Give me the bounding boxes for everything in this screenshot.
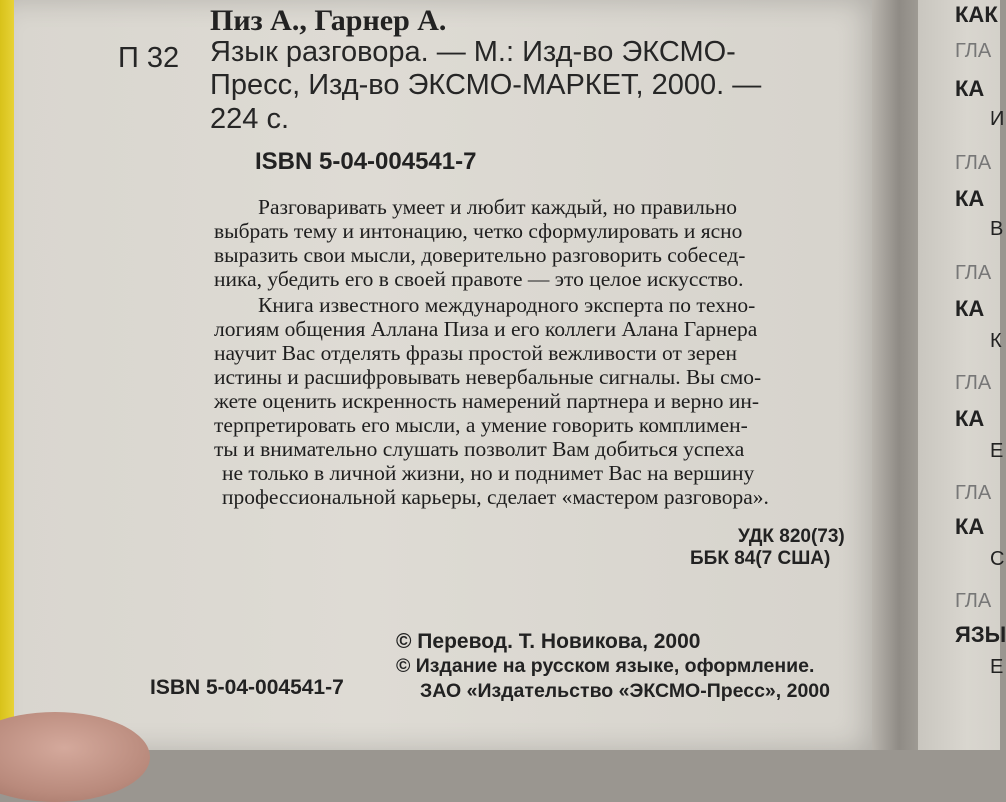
right-page-fragment: ЯЗЫ xyxy=(955,622,1006,647)
abstract-line: жете оценить искренность намерений партнера и верно ин- xyxy=(214,389,760,413)
right-page-fragment: И xyxy=(990,108,1005,130)
right-page-fragment: КА xyxy=(955,514,985,539)
right-page-fragment: С xyxy=(990,548,1005,570)
right-page-fragment: КА xyxy=(955,76,985,101)
abstract-line: выбрать тему и интонацию, четко сформулировать и ясно xyxy=(214,219,743,243)
abstract-line: выразить свои мысли, доверительно разговорить собесед- xyxy=(214,243,746,267)
right-page-fragment: ГЛА xyxy=(955,262,992,284)
abstract-line: Разговаривать умеет и любит каждый, но правильно xyxy=(258,195,737,219)
abstract-line: ника, убедить его в своей правоте — это целое искусство. xyxy=(214,267,744,291)
right-page-fragment: ГЛА xyxy=(955,40,992,62)
authors: Пиз А., Гарнер А. xyxy=(210,4,447,37)
abstract-line: логиям общения Аллана Пиза и его коллеги Алана Гарнера xyxy=(214,317,758,341)
bib-line: Пресс, Изд-во ЭКСМО-МАРКЕТ, 2000. — xyxy=(210,69,762,101)
right-page-fragment: КА xyxy=(955,296,985,321)
right-page-fragment: ГЛА xyxy=(955,372,992,394)
copyright-publisher: ЗАО «Издательство «ЭКСМО-Пресс», 2000 xyxy=(420,680,830,702)
right-page-fragment: КАК xyxy=(955,2,998,27)
library-code: П 32 xyxy=(118,42,180,74)
right-page-fragment: Е xyxy=(990,440,1004,462)
abstract-line: научит Вас отделять фразы простой вежливости от зерен xyxy=(214,341,738,365)
copyright-edition: © Издание на русском языке, оформление. xyxy=(396,655,815,677)
right-page-fragment: Е xyxy=(990,656,1004,678)
udk-code: УДК 820(73) xyxy=(738,526,845,547)
bbk-code: ББК 84(7 США) xyxy=(690,548,831,569)
abstract-line: не только в личной жизни, но и поднимет Вас на вершину xyxy=(222,461,755,485)
right-page-fragment: КА xyxy=(955,186,985,211)
right-page-fragment: ГЛА xyxy=(955,590,992,612)
copyright-translation: © Перевод. Т. Новикова, 2000 xyxy=(396,630,701,653)
right-page-fragment: В xyxy=(990,218,1004,240)
right-page-fragment: ГЛА xyxy=(955,482,992,504)
bib-line: 224 с. xyxy=(210,103,289,135)
isbn-bottom: ISBN 5-04-004541-7 xyxy=(150,676,344,699)
abstract-line: Книга известного международного эксперта по техно- xyxy=(258,293,756,317)
right-page-fragment: ГЛА xyxy=(955,152,992,174)
abstract-line: ты и внимательно слушать позволит Вам добиться успеха xyxy=(214,437,745,461)
right-page-fragment: КА xyxy=(955,406,985,431)
right-page-fragment: К xyxy=(990,330,1002,352)
bib-line: Язык разговора. — М.: Изд-во ЭКСМО- xyxy=(210,36,736,68)
isbn-top: ISBN 5-04-004541-7 xyxy=(255,148,477,175)
abstract-line: истины и расшифровывать невербальные сигналы. Вы смо- xyxy=(214,365,762,389)
abstract-line: профессиональной карьеры, сделает «мастером разговора». xyxy=(222,485,769,509)
abstract-line: терпретировать его мысли, а умение говорить комплимен- xyxy=(214,413,748,437)
